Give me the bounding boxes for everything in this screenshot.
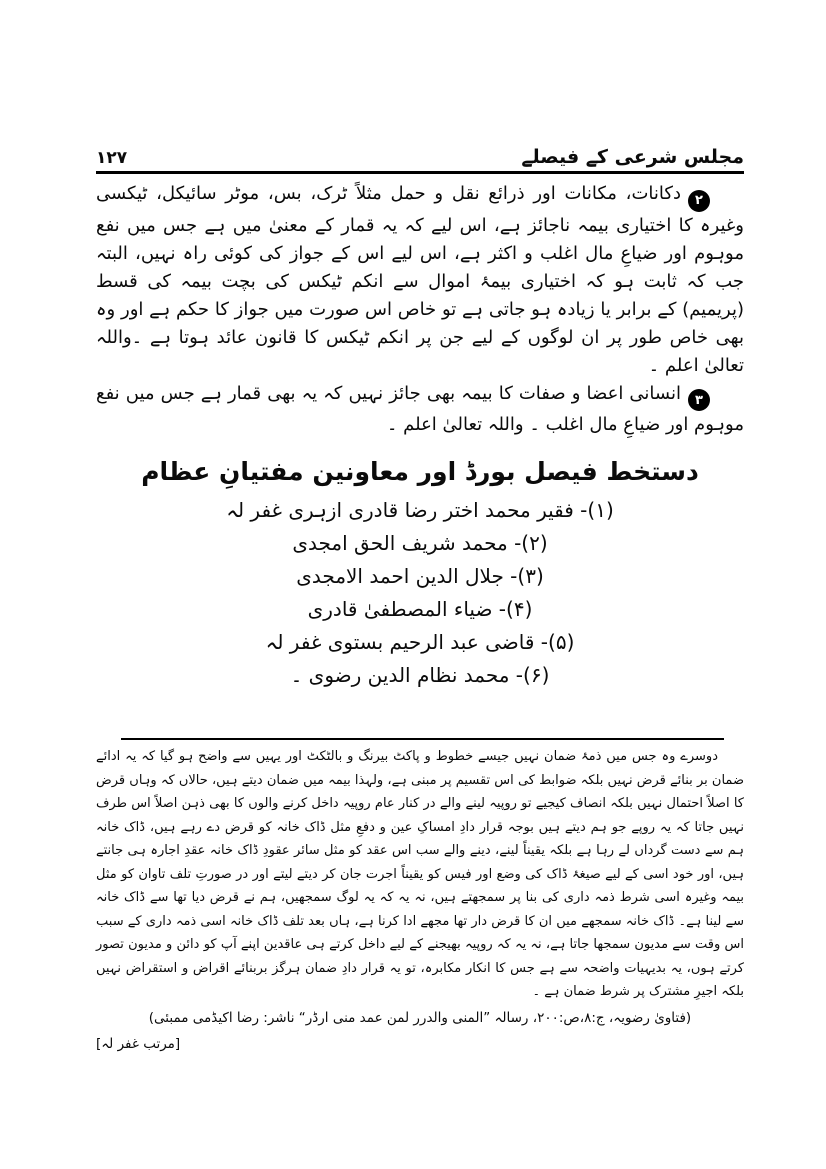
paragraph-3-text: انسانی اعضا و صفات کا بیمہ بھی جائز نہیں کہ یہ بھی قمار ہے جس میں نفع موہوم اور ضیاعِ مال اغلب ۔ واللہ تعالیٰ اعلم ۔ bbox=[96, 382, 744, 435]
footnote-text: دوسرے وہ جس میں ذمۂ ضمان نہیں جیسے خطوط و پاکٹ بیرنگ و بالٹکٹ اور یہیں سے واضح ہو گیا کہ یہ ادائے ضمان بر بنائے قرض نہیں بلکہ ضوابط کی اس تقسیم پر مبنی ہے، ولہذا بیمہ میں ضمان دیتے ہیں، حالاں کہ وہاں قرض کا اصلاً احتمال نہیں بلکہ انصاف کیجیے تو روپیہ لینے والے در کنار عام روپیہ داخل کرنے والوں کا بھی ذہن اصلاً اس طرف نہیں جاتا کہ یہ روپے جو ہم دیتے ہیں بوجہ قرار دادِ امساکِ عین و دفعِ مثل ڈاک خانہ کو قرض دے رہے ہیں، ڈاک خانہ ہم سے دست گرداں لے رہا ہے بلکہ یقیناً لینے، دینے والے سب اس عقد کو مثل سائر عقودِ ڈاک خانہ عقدِ اجارہ ہی جانتے ہیں، اور خود اسی کے لیے صیغۂ ڈاک کی وضع اور فیس کو یقیناً اجرت جان کر دیتے لیتے اور در صورتِ تلف تاوان کو مثل بیمہ وغیرہ اسی شرط ذمہ داری کی بنا پر سمجھتے ہیں، نہ یہ کہ یہ لوگ سمجھیں، ہم نے قرض دیا تھا سے ڈاک خانہ سے لینا ہے۔ ڈاک خانہ سمجھے میں ان کا قرض دار تھا مجھے ادا کرنا ہے، ہاں بعد تلف ڈاک خانہ اسی ذمہ داری کے سبب اس وقت سے مدیون سمجھا جاتا ہے، نہ یہ کہ روپیہ بھیجنے کے لیے داخل کرتے ہی عاقدین اپنے آپ کو دائن و مدیون تصور کرتے ہوں، یہ بدیہیات واضحہ سے ہے جس کا انکار مکابرہ، تو یہ قرار دادِ ضمان ہرگز بربنائے اقراض و استقراض نہیں بلکہ اجیرِ مشترک پر شرط ضمان ہے ۔ bbox=[96, 749, 744, 999]
page-number: ۱۲۷ bbox=[96, 148, 128, 168]
item-2-badge: ۲ bbox=[688, 190, 710, 212]
paragraph-2-text: دکانات، مکانات اور ذرائع نقل و حمل مثلاً ٹرک، بس، موٹر سائیکل، ٹیکسی وغیرہ کا اختیاری بیمہ ناجائز ہے، اس لیے کہ یہ قمار کے معنیٰ میں ہے جس میں نفع موہوم اور ضیاعِ مال اغلب و اکثر ہے، اس لیے اس کے جواز کی کوئی راہ نہیں، البتہ جب کہ ثابت ہو کہ اختیاری بیمۂ اموال سے انکم ٹیکس کی بچت بیمہ کی قسط (پریمیم) کے برابر یا زیادہ ہو جاتی ہے تو خاص اس صورت میں جواز کا حکم ہے اور وہ بھی خاص طور پر ان لوگوں کے لیے جن پر انکم ٹیکس کا قانون عائد ہوتا ہے ۔واللہ تعالیٰ اعلم ۔ bbox=[96, 183, 744, 376]
footnote-divider bbox=[121, 738, 724, 740]
citation: (فتاویٰ رضویہ، ج:۸،ص:۲۰۰، رسالہ ”المنی والدرر لمن عمد منی ارڈر“ ناشر: رضا اکیڈمی ممبئی) bbox=[148, 1009, 692, 1026]
signatures-heading: دستخط فیصل بورڈ اور معاونین مفتیانِ عظام bbox=[141, 457, 699, 486]
signatory-4: (۴)- ضیاء المصطفیٰ قادری bbox=[307, 597, 533, 621]
signatory-1: (۱)- فقیر محمد اختر رضا قادری ازہری غفر لہ bbox=[226, 498, 614, 522]
signatory-6: (۶)- محمد نظام الدین رضوی ۔ bbox=[290, 663, 550, 687]
compiler-note: [مرتب غفر لہ] bbox=[96, 1035, 181, 1052]
main-text bbox=[96, 180, 744, 439]
page-header bbox=[96, 146, 744, 174]
paragraph-2 bbox=[96, 180, 744, 380]
signatures-list bbox=[96, 494, 744, 692]
signatory-3: (۳)- جلال الدین احمد الامجدی bbox=[296, 564, 544, 588]
signatory-2: (۲)- محمد شریف الحق امجدی bbox=[292, 531, 548, 555]
signatory-5: (۵)- قاضی عبد الرحیم بستوی غفر لہ bbox=[265, 630, 575, 654]
document-title: مجلس شرعی کے فیصلے bbox=[521, 146, 744, 168]
item-3-badge: ۳ bbox=[688, 389, 710, 411]
paragraph-3 bbox=[96, 380, 744, 440]
